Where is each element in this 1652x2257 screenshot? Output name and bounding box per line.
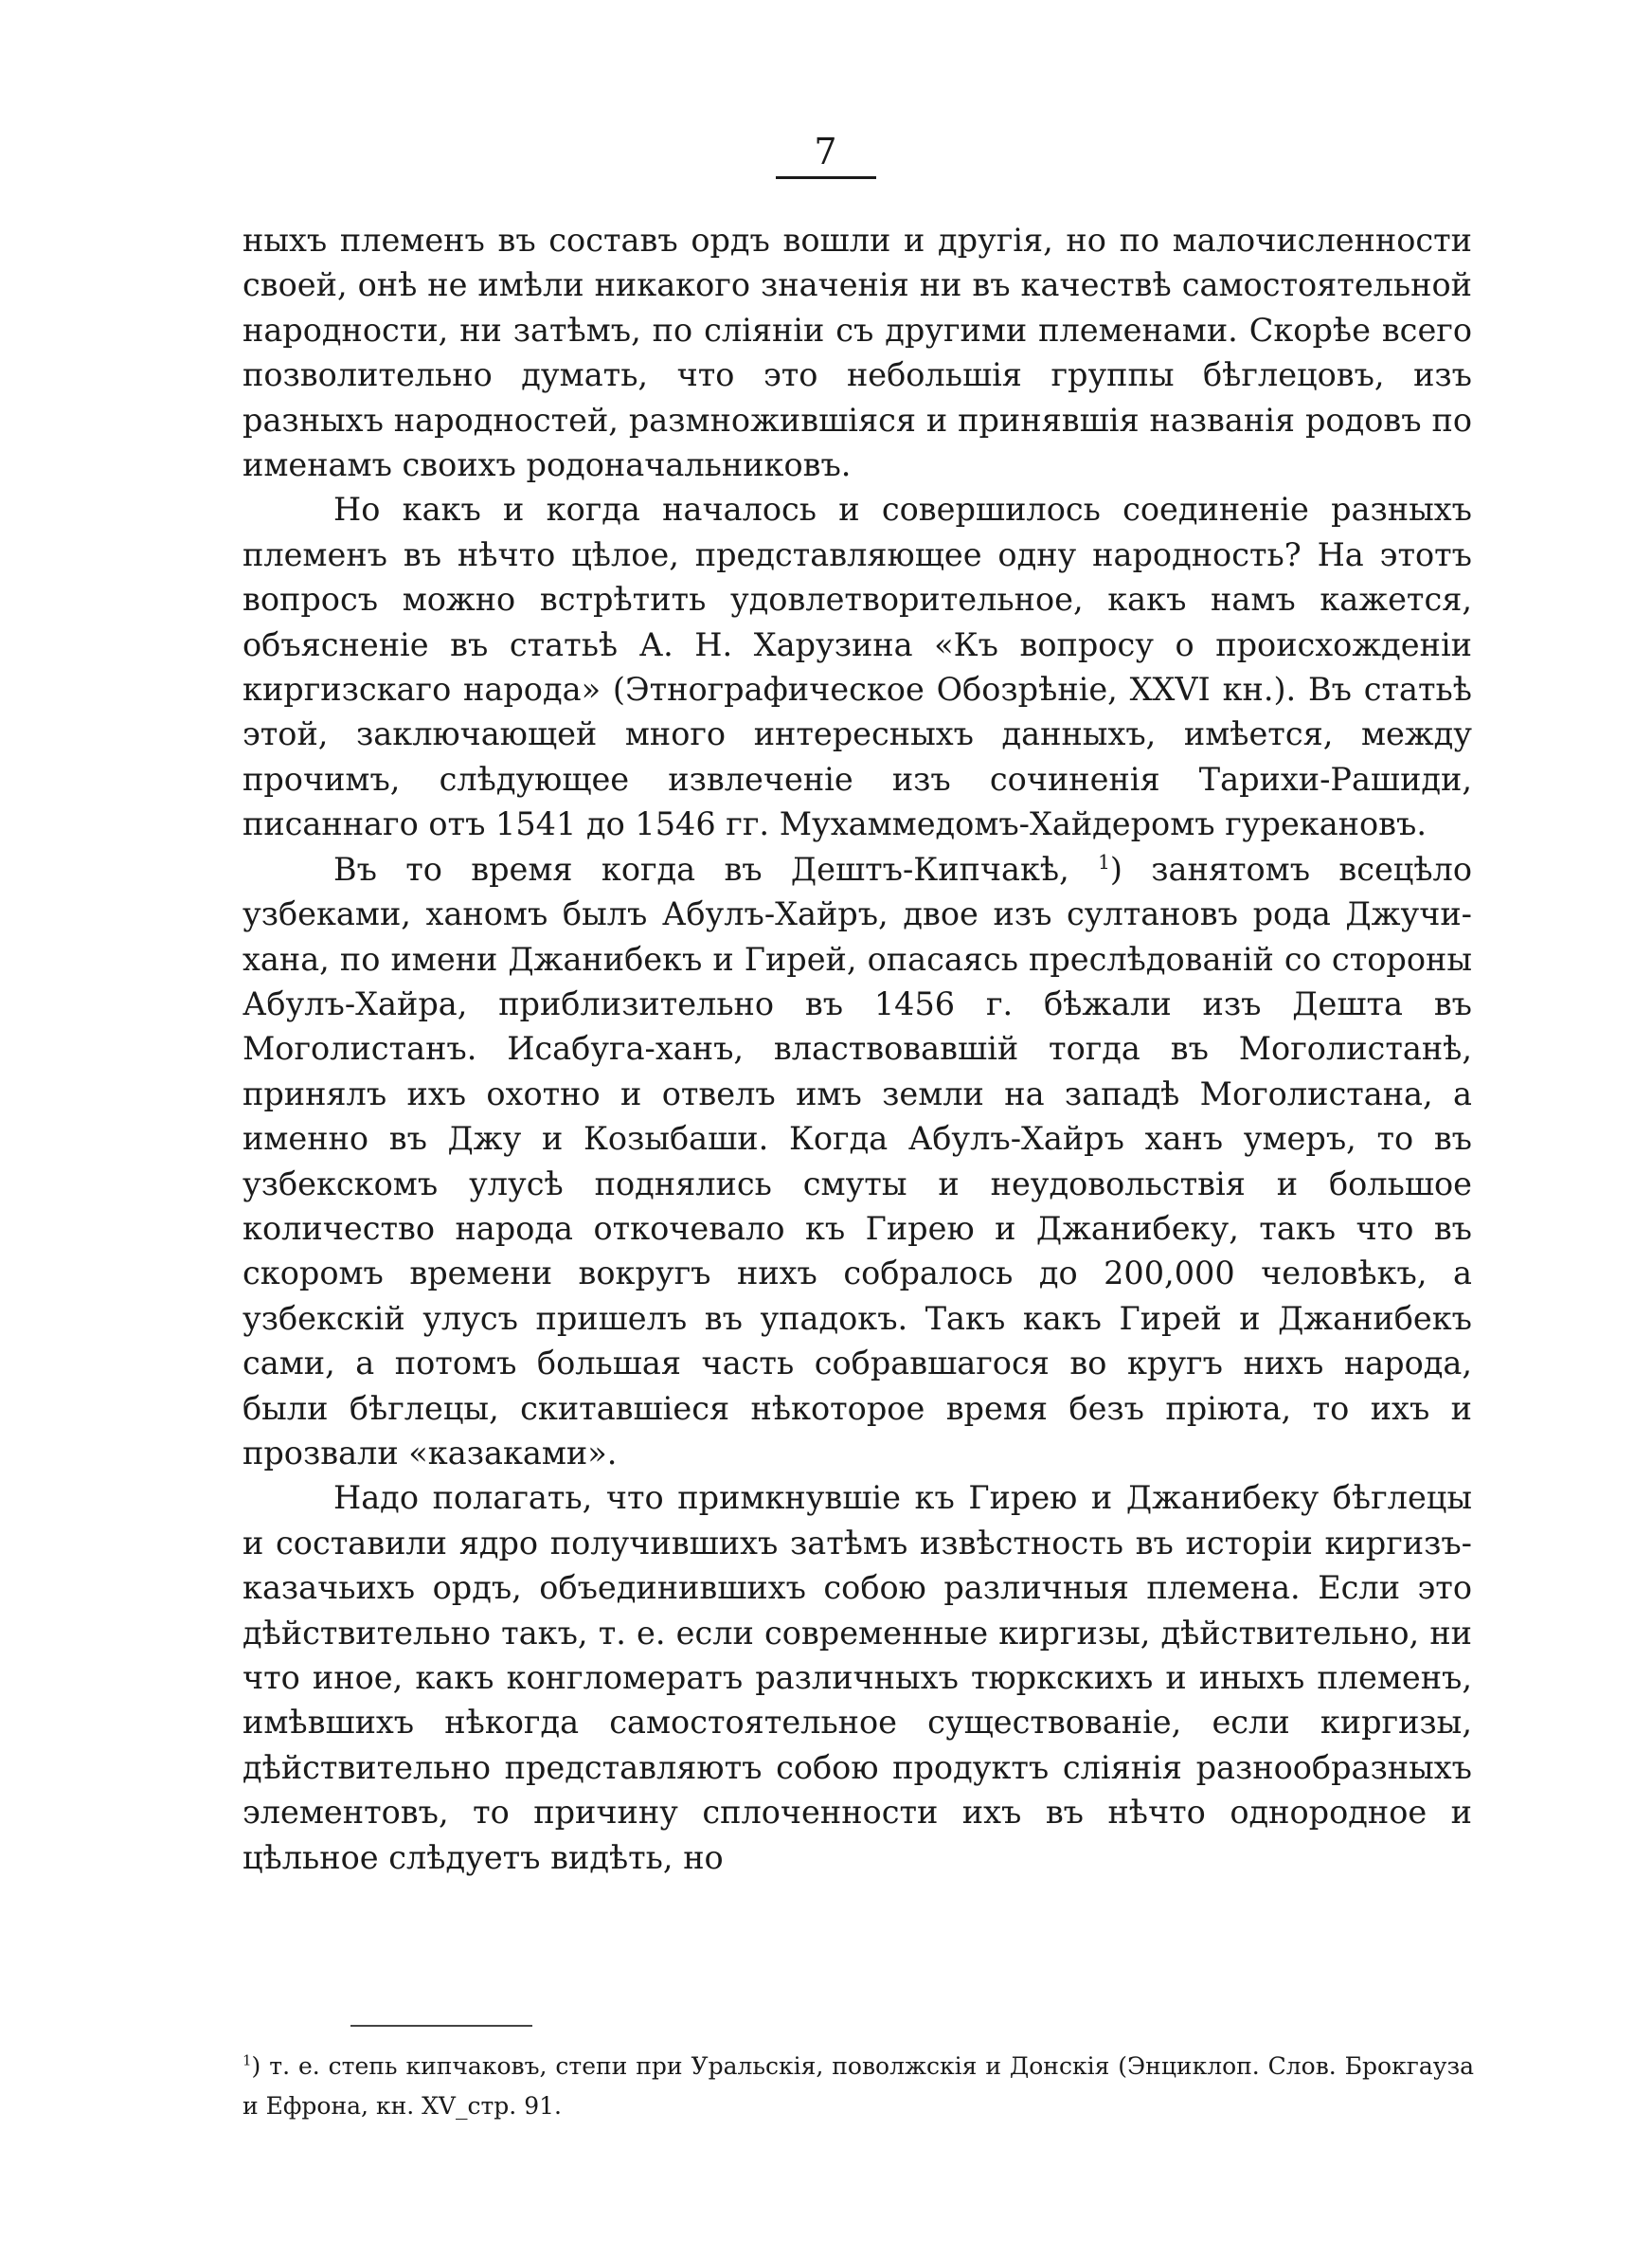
paragraph-4: Надо полагать, что примкнувшіе къ Гирею и Джанибеку бѣглецы и составили ядро получившихъ затѣмъ извѣстность въ исторіи киргизъ-казачьихъ ордъ, объединившихъ собою различныя племена. Если это дѣйствительно такъ, т. е. если современные киргизы, дѣйствительно, ни что иное, какъ конгломератъ различныхъ тюркскихъ и иныхъ племенъ, имѣвшихъ нѣкогда самостоятельное существованіе, если киргизы, дѣйствительно представляютъ собою продуктъ сліянія разнообразныхъ элементовъ, то причину сплоченности ихъ въ нѣчто однородное и цѣльное слѣдуетъ видѣть, но bbox=[242, 1479, 1472, 1876]
footnote-reference: 1 bbox=[1098, 850, 1110, 874]
paragraph-2: Но какъ и когда началось и совершилось соединеніе разныхъ племенъ въ нѣчто цѣлое, представляющее одну народность? На этотъ вопросъ можно встрѣтить удовлетворительное, какъ намъ кажется, объясненіе въ статьѣ А. Н. Харузина «Къ вопросу о происхожденіи киргизскаго народа» (Этнографическое Обозрѣніе, XXVI кн.). Въ статьѣ этой, заключающей много интересныхъ данныхъ, имѣется, между прочимъ, слѣдующее извлеченіе изъ сочиненія Тарихи-Рашиди, писаннаго отъ 1541 до 1546 гг. Мухаммедомъ-Хайдеромъ гурекановъ. bbox=[242, 491, 1472, 843]
paragraph-3-text-a: Въ то время когда въ Дештъ-Кипчакѣ, bbox=[333, 850, 1099, 888]
paragraph-1: ныхъ племенъ въ составъ ордъ вошли и другія, но по малочисленности своей, онѣ не имѣли никакого значенія ни въ качествѣ самостоятельной народности, ни затѣмъ, по сліяніи съ другими племенами. Скорѣе всего позволительно думать, что это небольшія группы бѣглецовъ, изъ разныхъ народностей, размножившіяся и принявшія названія родовъ по именамъ своихъ родоначальниковъ. bbox=[242, 222, 1472, 484]
page-number-label: 7 bbox=[776, 131, 875, 179]
footnote bbox=[242, 2047, 1474, 2126]
footnote-text: ) т. е. степь кипчаковъ, степи при Уральскія, поволжскія и Донскія (Энциклоп. Слов. Брокгауза и Ефрона, кн. XV_стр. 91. bbox=[242, 2052, 1474, 2120]
page-number bbox=[0, 131, 1652, 179]
footnote-divider bbox=[350, 2025, 532, 2027]
footnote-mark: 1 bbox=[242, 2051, 252, 2069]
paragraph-3 bbox=[242, 847, 1472, 1476]
main-text bbox=[242, 218, 1472, 1880]
paragraph-3-text-b: ) занятомъ всецѣло узбеками, ханомъ былъ Абулъ-Хайръ, двое изъ султановъ рода Джучи-хана, по имени Джанибекъ и Гирей, опасаясь преслѣдованій со стороны Абулъ-Хайра, приблизительно въ 1456 г. бѣжали изъ Дешта въ Моголистанъ. Исабуга-ханъ, властвовавшій тогда въ Моголистанѣ, принялъ ихъ охотно и отвелъ имъ земли на западѣ Моголистана, а именно въ Джу и Козыбаши. Когда Абулъ-Хайръ ханъ умеръ, то въ узбекскомъ улусѣ поднялись смуты и неудовольствія и большое количество народа откочевало къ Гирею и Джанибеку, такъ что въ скоромъ времени вокругъ нихъ собралось до 200,000 человѣкъ, а узбекскій улусъ пришелъ въ упадокъ. Такъ какъ Гирей и Джанибекъ сами, а потомъ большая часть собравшагося во кругъ нихъ народа, были бѣглецы, скитавшіеся нѣкоторое время безъ пріюта, то ихъ и прозвали «казаками». bbox=[242, 850, 1472, 1472]
